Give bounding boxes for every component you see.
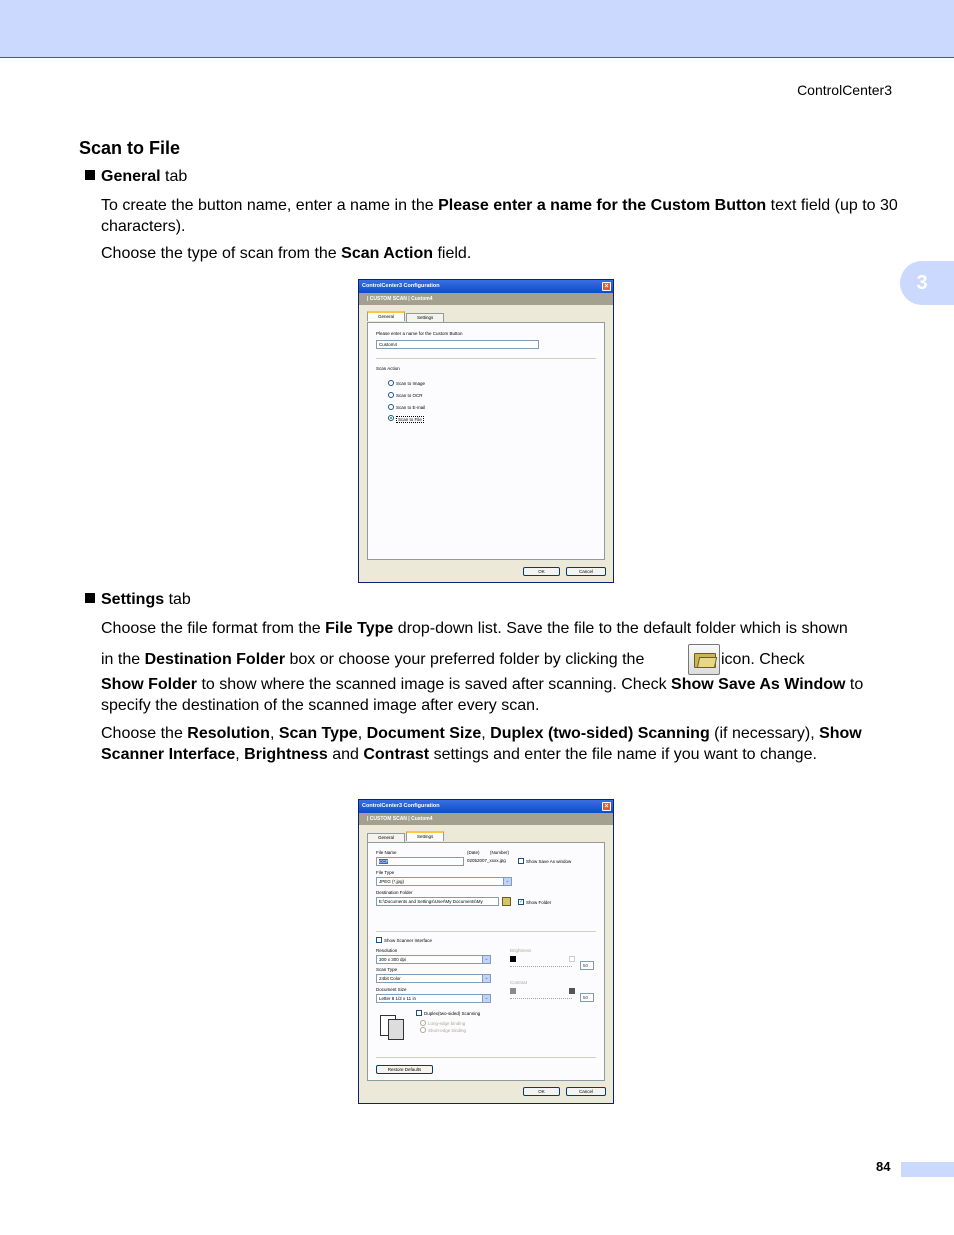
option-scan-to-email: Scan to E-mail (396, 405, 426, 410)
show-folder-label: Show Folder (526, 900, 552, 905)
long-edge-label: Long-edge binding (428, 1021, 466, 1026)
section-title: Scan to File (79, 138, 181, 158)
restore-defaults-button[interactable]: Restore Defaults (376, 1065, 433, 1074)
divider (376, 931, 596, 932)
contrast-value[interactable]: 50 (580, 993, 594, 1002)
contrast-low-icon (510, 988, 516, 994)
bullet-square-icon (85, 170, 95, 180)
file-type-label: File Type (376, 870, 395, 875)
general-tab-screenshot (358, 279, 614, 583)
radio-short-edge[interactable] (420, 1027, 426, 1033)
date-label: (Date) (467, 850, 480, 855)
show-scanner-interface-label: Show Scanner Interface (384, 938, 433, 943)
general-paragraph-2: Choose the type of scan from the Scan Action field. (101, 245, 472, 262)
duplex-label: Duplex(two-sided) Scanning (424, 1011, 481, 1016)
general-paragraph-1: To create the button name, enter a name in the Please enter a name for the Custom Button text field (up to 30 characters). (101, 197, 898, 235)
cancel-button[interactable]: Cancel (566, 1087, 606, 1096)
settings-tab-bullet: Settings tab (85, 591, 191, 609)
general-tab-panel (367, 322, 605, 560)
settings-paragraph-1-line-2-end: icon. Check (721, 651, 805, 668)
contrast-slider[interactable] (510, 997, 572, 999)
tab-general[interactable]: General (367, 833, 405, 842)
brightness-light-icon (569, 956, 575, 962)
settings-paragraph-1-line-2: in the Destination Folder box or choose your preferred folder by clicking the (101, 651, 645, 668)
header-band (0, 0, 954, 58)
document-size-label: Document Size (376, 987, 407, 992)
chapter-tab: 3 (900, 261, 954, 305)
dialog-header-bar: | CUSTOM SCAN | Custom4 (359, 813, 613, 825)
settings-tab-screenshot (358, 799, 614, 1104)
option-scan-to-ocr: Scan to OCR (396, 393, 423, 398)
destination-folder-label: Destination Folder (376, 890, 413, 895)
close-icon[interactable]: × (602, 282, 611, 291)
folder-icon (688, 644, 720, 675)
option-scan-to-file: Scan to File (398, 417, 422, 422)
contrast-high-icon (569, 988, 575, 994)
settings-tab-panel (367, 842, 605, 1081)
radio-scan-to-email[interactable] (388, 404, 394, 410)
chevron-down-icon[interactable]: ⌄ (503, 878, 511, 885)
running-head: ControlCenter3 (797, 82, 892, 98)
show-scanner-interface-checkbox[interactable] (376, 937, 382, 943)
cancel-button[interactable]: Cancel (566, 567, 606, 576)
chevron-down-icon[interactable]: ⌄ (482, 956, 490, 963)
scan-type-select[interactable]: 24bit Color ⌄ (376, 974, 491, 983)
divider (376, 358, 596, 359)
number-label: (Number) (490, 850, 510, 855)
general-tab-bullet: General tab (85, 168, 187, 186)
short-edge-label: Short-edge binding (428, 1028, 467, 1033)
divider (376, 1057, 596, 1058)
dialog-header-bar: | CUSTOM SCAN | Custom4 (359, 293, 613, 305)
bullet-square-icon (85, 593, 95, 603)
chevron-down-icon[interactable]: ⌄ (482, 975, 490, 982)
brightness-label: Brightness (510, 948, 532, 953)
tab-settings[interactable]: Settings (406, 831, 444, 841)
settings-paragraph-2: Choose the Resolution, Scan Type, Document Size, Duplex (two-sided) Scanning (if necessary), Show Scanner Interface, Brightness and Contrast settings and enter the file name if you want to change. (101, 725, 862, 763)
dialog-title-bar: ControlCenter3 Configuration × (359, 800, 613, 813)
duplex-checkbox[interactable] (416, 1010, 422, 1016)
document-size-select[interactable]: Letter 8 1/2 x 11 in ⌄ (376, 994, 491, 1003)
radio-scan-to-file[interactable] (388, 415, 394, 421)
custom-button-name-input[interactable]: Custom4 (376, 340, 539, 349)
dialog-tabs (367, 313, 445, 322)
file-type-select[interactable]: JPEG (*.jpg) ⌄ (376, 877, 512, 886)
dialog-tabs (367, 833, 445, 842)
settings-paragraph-1-line-1: Choose the file format from the File Type drop-down list. Save the file to the default folder which is shown (101, 620, 848, 637)
file-name-example: 02052007_xxxx.jpg (467, 858, 506, 863)
radio-scan-to-ocr[interactable] (388, 392, 394, 398)
scan-action-label: Scan Action (376, 366, 400, 371)
radio-long-edge[interactable] (420, 1020, 426, 1026)
brightness-dark-icon (510, 956, 516, 962)
radio-scan-to-image[interactable] (388, 380, 394, 386)
page-number: 84 (876, 1159, 891, 1174)
resolution-select[interactable]: 300 x 300 dpi ⌄ (376, 955, 491, 964)
option-scan-to-image: Scan to Image (396, 381, 426, 386)
brightness-slider[interactable] (510, 965, 572, 967)
tab-general[interactable]: General (367, 311, 405, 321)
brightness-value[interactable]: 50 (580, 961, 594, 970)
ok-button[interactable]: OK (523, 1087, 560, 1096)
page-number-bar (901, 1162, 954, 1177)
show-folder-checkbox[interactable]: ✓ (519, 899, 524, 905)
browse-folder-icon[interactable] (502, 897, 511, 906)
duplex-document-icon (380, 1011, 406, 1041)
resolution-label: Resolution (376, 948, 398, 953)
file-name-label: File Name (376, 850, 397, 855)
dialog-title-bar: ControlCenter3 Configuration × (359, 280, 613, 293)
settings-paragraph-1-rest: Show Folder to show where the scanned image is saved after scanning. Check Show Save As Window to specify the destination of the scanned image after every scan. (101, 676, 864, 714)
custom-button-name-label: Please enter a name for the Custom Button (376, 331, 463, 336)
show-save-as-checkbox[interactable] (518, 858, 524, 864)
file-name-input[interactable]: CCF (376, 857, 464, 866)
ok-button[interactable]: OK (523, 567, 560, 576)
close-icon[interactable]: × (602, 802, 611, 811)
contrast-label: Contrast (510, 980, 528, 985)
scan-type-label: Scan Type (376, 967, 398, 972)
chevron-down-icon[interactable]: ⌄ (482, 995, 490, 1002)
show-save-as-label: Show Save As window (526, 859, 572, 864)
destination-folder-input[interactable]: E:\Documents and Settings\User\My Documents\My (376, 897, 499, 906)
tab-settings[interactable]: Settings (406, 313, 444, 322)
